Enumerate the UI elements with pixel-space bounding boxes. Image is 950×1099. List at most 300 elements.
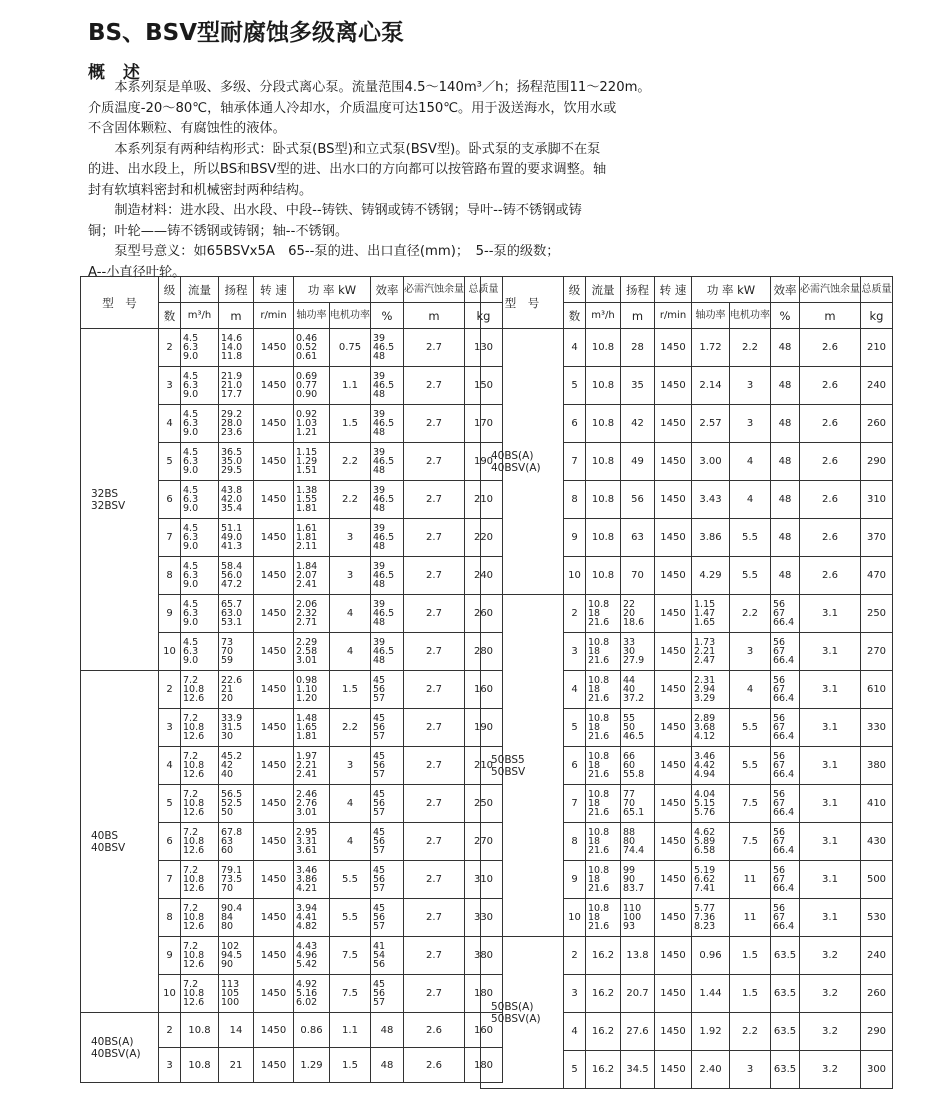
speed-cell: 1450 bbox=[655, 481, 692, 519]
flow-cell: 4.5 6.3 9.0 bbox=[181, 405, 219, 443]
mass-cell: 190 bbox=[465, 443, 503, 481]
stage-cell: 10 bbox=[159, 633, 181, 671]
head-cell: 28 bbox=[621, 329, 655, 367]
header-mass-unit: kg bbox=[465, 303, 503, 329]
intro-line: A--小直径叶轮。 bbox=[88, 264, 186, 280]
shaft-power-cell: 1.48 1.65 1.81 bbox=[294, 709, 330, 747]
stage-cell: 8 bbox=[159, 899, 181, 937]
table-row bbox=[81, 671, 503, 709]
header-mass: 总质量 bbox=[465, 277, 503, 303]
speed-cell: 1450 bbox=[655, 899, 692, 937]
stage-cell: 5 bbox=[564, 1051, 586, 1089]
speed-cell: 1450 bbox=[655, 367, 692, 405]
eff-cell: 45 56 57 bbox=[371, 975, 404, 1013]
intro-line: 本系列泵有两种结构形式：卧式泵(BS型)和立式泵(BSV型)。卧式泵的支承脚不在泵 bbox=[88, 141, 601, 157]
flow-cell: 10.8 bbox=[586, 519, 621, 557]
intro-line: 本系列泵是单吸、多级、分段式离心泵。流量范围4.5～140m³／h；扬程范围11～220m。 bbox=[88, 80, 651, 95]
motor-power-cell: 5.5 bbox=[730, 519, 771, 557]
mass-cell: 290 bbox=[861, 1013, 893, 1051]
head-cell: 36.5 35.0 29.5 bbox=[219, 443, 254, 481]
npsh-cell: 3.1 bbox=[800, 633, 861, 671]
header-mass: 总质量 bbox=[861, 277, 893, 303]
flow-cell: 10.8 18 21.6 bbox=[586, 709, 621, 747]
intro-line: 介质温度-20～80℃，轴承体通人冷却水，介质温度可达150℃。用于汲送海水，饮用水或 bbox=[88, 100, 617, 116]
mass-cell: 260 bbox=[465, 595, 503, 633]
speed-cell: 1450 bbox=[254, 519, 294, 557]
head-cell: 113 105 100 bbox=[219, 975, 254, 1013]
head-cell: 88 80 74.4 bbox=[621, 823, 655, 861]
stage-cell: 5 bbox=[564, 709, 586, 747]
stage-cell: 8 bbox=[564, 481, 586, 519]
table-row bbox=[81, 1013, 503, 1048]
eff-cell: 39 46.5 48 bbox=[371, 443, 404, 481]
head-cell: 43.8 42.0 35.4 bbox=[219, 481, 254, 519]
header-head-unit: m bbox=[219, 303, 254, 329]
eff-cell: 39 46.5 48 bbox=[371, 519, 404, 557]
speed-cell: 1450 bbox=[254, 709, 294, 747]
intro-line: 的进、出水段上，所以BS和BSV型的进、出水口的方向都可以按管路布置的要求调整。轴 bbox=[88, 162, 607, 177]
motor-power-cell: 4 bbox=[330, 595, 371, 633]
flow-cell: 4.5 6.3 9.0 bbox=[181, 481, 219, 519]
stage-cell: 8 bbox=[564, 823, 586, 861]
header-speed: 转 速 bbox=[655, 277, 692, 303]
mass-cell: 240 bbox=[861, 367, 893, 405]
spec-table-right bbox=[480, 276, 893, 1089]
stage-cell: 6 bbox=[159, 823, 181, 861]
speed-cell: 1450 bbox=[254, 861, 294, 899]
npsh-cell: 2.6 bbox=[800, 443, 861, 481]
npsh-cell: 2.7 bbox=[404, 671, 465, 709]
mass-cell: 180 bbox=[465, 1048, 503, 1083]
speed-cell: 1450 bbox=[655, 633, 692, 671]
eff-cell: 63.5 bbox=[771, 937, 800, 975]
motor-power-cell: 3 bbox=[330, 747, 371, 785]
header-npsh: 必需汽蚀余量 bbox=[800, 277, 861, 303]
motor-power-cell: 4 bbox=[330, 823, 371, 861]
flow-cell: 4.5 6.3 9.0 bbox=[181, 367, 219, 405]
stage-cell: 2 bbox=[159, 329, 181, 367]
flow-cell: 7.2 10.8 12.6 bbox=[181, 747, 219, 785]
speed-cell: 1450 bbox=[254, 595, 294, 633]
stage-cell: 6 bbox=[564, 405, 586, 443]
model-cell: 40BS(A) 40BSV(A) bbox=[81, 1013, 159, 1083]
npsh-cell: 3.1 bbox=[800, 747, 861, 785]
motor-power-cell: 1.5 bbox=[330, 405, 371, 443]
mass-cell: 430 bbox=[861, 823, 893, 861]
stage-cell: 3 bbox=[159, 1048, 181, 1083]
shaft-power-cell: 1.38 1.55 1.81 bbox=[294, 481, 330, 519]
header-speed: 转 速 bbox=[254, 277, 294, 303]
section-heading: 概 述 bbox=[88, 63, 146, 83]
mass-cell: 130 bbox=[465, 329, 503, 367]
intro-line: 铜；叶轮——铸不锈钢或铸钢；轴--不锈钢。 bbox=[88, 223, 349, 239]
header-shaft-power: 轴功率 bbox=[294, 303, 330, 329]
speed-cell: 1450 bbox=[254, 367, 294, 405]
motor-power-cell: 4 bbox=[330, 633, 371, 671]
stage-cell: 9 bbox=[564, 861, 586, 899]
eff-cell: 48 bbox=[771, 329, 800, 367]
eff-cell: 48 bbox=[771, 519, 800, 557]
npsh-cell: 2.7 bbox=[404, 557, 465, 595]
motor-power-cell: 1.5 bbox=[330, 671, 371, 709]
model-cell: 40BS 40BSV bbox=[81, 671, 159, 1013]
flow-cell: 10.8 bbox=[181, 1048, 219, 1083]
eff-cell: 48 bbox=[771, 367, 800, 405]
motor-power-cell: 7.5 bbox=[330, 975, 371, 1013]
flow-cell: 10.8 18 21.6 bbox=[586, 671, 621, 709]
motor-power-cell: 1.5 bbox=[730, 975, 771, 1013]
shaft-power-cell: 1.92 bbox=[692, 1013, 730, 1051]
npsh-cell: 3.1 bbox=[800, 595, 861, 633]
head-cell: 73 70 59 bbox=[219, 633, 254, 671]
speed-cell: 1450 bbox=[254, 481, 294, 519]
shaft-power-cell: 1.84 2.07 2.41 bbox=[294, 557, 330, 595]
head-cell: 51.1 49.0 41.3 bbox=[219, 519, 254, 557]
flow-cell: 4.5 6.3 9.0 bbox=[181, 595, 219, 633]
npsh-cell: 2.7 bbox=[404, 823, 465, 861]
eff-cell: 48 bbox=[771, 481, 800, 519]
stage-cell: 7 bbox=[159, 861, 181, 899]
header-model: 型 号 bbox=[81, 277, 159, 329]
header-stages: 级 bbox=[159, 277, 181, 303]
stage-cell: 4 bbox=[564, 1013, 586, 1051]
speed-cell: 1450 bbox=[655, 937, 692, 975]
motor-power-cell: 4 bbox=[730, 671, 771, 709]
head-cell: 20.7 bbox=[621, 975, 655, 1013]
flow-cell: 10.8 18 21.6 bbox=[586, 595, 621, 633]
flow-cell: 7.2 10.8 12.6 bbox=[181, 709, 219, 747]
speed-cell: 1450 bbox=[655, 1051, 692, 1089]
eff-cell: 39 46.5 48 bbox=[371, 633, 404, 671]
mass-cell: 370 bbox=[861, 519, 893, 557]
npsh-cell: 2.6 bbox=[800, 405, 861, 443]
shaft-power-cell: 2.31 2.94 3.29 bbox=[692, 671, 730, 709]
flow-cell: 10.8 bbox=[586, 443, 621, 481]
header-row bbox=[81, 277, 503, 303]
shaft-power-cell: 5.77 7.36 8.23 bbox=[692, 899, 730, 937]
stage-cell: 4 bbox=[564, 671, 586, 709]
stage-cell: 4 bbox=[564, 329, 586, 367]
flow-cell: 7.2 10.8 12.6 bbox=[181, 975, 219, 1013]
head-cell: 42 bbox=[621, 405, 655, 443]
stage-cell: 2 bbox=[564, 595, 586, 633]
shaft-power-cell: 2.40 bbox=[692, 1051, 730, 1089]
mass-cell: 610 bbox=[861, 671, 893, 709]
table-row bbox=[481, 937, 893, 975]
speed-cell: 1450 bbox=[655, 861, 692, 899]
header-mass-unit: kg bbox=[861, 303, 893, 329]
motor-power-cell: 3 bbox=[330, 519, 371, 557]
head-cell: 63 bbox=[621, 519, 655, 557]
speed-cell: 1450 bbox=[655, 519, 692, 557]
speed-cell: 1450 bbox=[254, 1048, 294, 1083]
head-cell: 13.8 bbox=[621, 937, 655, 975]
speed-cell: 1450 bbox=[655, 709, 692, 747]
motor-power-cell: 1.1 bbox=[330, 367, 371, 405]
flow-cell: 4.5 6.3 9.0 bbox=[181, 557, 219, 595]
eff-cell: 45 56 57 bbox=[371, 709, 404, 747]
header-motor-power: 电机功率 bbox=[730, 303, 771, 329]
mass-cell: 210 bbox=[465, 747, 503, 785]
motor-power-cell: 7.5 bbox=[730, 823, 771, 861]
flow-cell: 10.8 bbox=[181, 1013, 219, 1048]
npsh-cell: 2.6 bbox=[800, 519, 861, 557]
head-cell: 33.9 31.5 30 bbox=[219, 709, 254, 747]
stage-cell: 6 bbox=[159, 481, 181, 519]
motor-power-cell: 5.5 bbox=[730, 709, 771, 747]
flow-cell: 16.2 bbox=[586, 975, 621, 1013]
mass-cell: 180 bbox=[465, 975, 503, 1013]
head-cell: 22 20 18.6 bbox=[621, 595, 655, 633]
head-cell: 77 70 65.1 bbox=[621, 785, 655, 823]
head-cell: 90.4 84 80 bbox=[219, 899, 254, 937]
shaft-power-cell: 4.43 4.96 5.42 bbox=[294, 937, 330, 975]
header-motor-power: 电机功率 bbox=[330, 303, 371, 329]
mass-cell: 220 bbox=[465, 519, 503, 557]
eff-cell: 63.5 bbox=[771, 1013, 800, 1051]
npsh-cell: 2.7 bbox=[404, 937, 465, 975]
speed-cell: 1450 bbox=[254, 405, 294, 443]
npsh-cell: 2.7 bbox=[404, 899, 465, 937]
eff-cell: 63.5 bbox=[771, 1051, 800, 1089]
motor-power-cell: 4 bbox=[730, 443, 771, 481]
mass-cell: 380 bbox=[861, 747, 893, 785]
header-flow: 流量 bbox=[586, 277, 621, 303]
speed-cell: 1450 bbox=[254, 557, 294, 595]
flow-cell: 7.2 10.8 12.6 bbox=[181, 671, 219, 709]
stage-cell: 5 bbox=[564, 367, 586, 405]
npsh-cell: 2.7 bbox=[404, 595, 465, 633]
shaft-power-cell: 0.69 0.77 0.90 bbox=[294, 367, 330, 405]
intro-line: 封有软填料密封和机械密封两种结构。 bbox=[88, 182, 313, 198]
eff-cell: 39 46.5 48 bbox=[371, 595, 404, 633]
speed-cell: 1450 bbox=[655, 747, 692, 785]
npsh-cell: 2.7 bbox=[404, 519, 465, 557]
eff-cell: 45 56 57 bbox=[371, 823, 404, 861]
motor-power-cell: 5.5 bbox=[730, 557, 771, 595]
mass-cell: 300 bbox=[861, 1051, 893, 1089]
npsh-cell: 2.7 bbox=[404, 747, 465, 785]
stage-cell: 7 bbox=[159, 519, 181, 557]
npsh-cell: 2.7 bbox=[404, 481, 465, 519]
mass-cell: 250 bbox=[465, 785, 503, 823]
head-cell: 56.5 52.5 50 bbox=[219, 785, 254, 823]
flow-cell: 16.2 bbox=[586, 1013, 621, 1051]
mass-cell: 280 bbox=[465, 633, 503, 671]
stage-cell: 10 bbox=[159, 975, 181, 1013]
mass-cell: 160 bbox=[465, 1013, 503, 1048]
stage-cell: 7 bbox=[564, 443, 586, 481]
mass-cell: 330 bbox=[465, 899, 503, 937]
shaft-power-cell: 4.04 5.15 5.76 bbox=[692, 785, 730, 823]
head-cell: 99 90 83.7 bbox=[621, 861, 655, 899]
head-cell: 67.8 63 60 bbox=[219, 823, 254, 861]
motor-power-cell: 7.5 bbox=[730, 785, 771, 823]
speed-cell: 1450 bbox=[655, 595, 692, 633]
eff-cell: 63.5 bbox=[771, 975, 800, 1013]
motor-power-cell: 7.5 bbox=[330, 937, 371, 975]
header-power: 功 率 kW bbox=[294, 277, 371, 303]
header-flow-unit: m³/h bbox=[586, 303, 621, 329]
stage-cell: 9 bbox=[159, 937, 181, 975]
table-row bbox=[81, 329, 503, 367]
flow-cell: 10.8 bbox=[586, 557, 621, 595]
eff-cell: 56 67 66.4 bbox=[771, 823, 800, 861]
flow-cell: 7.2 10.8 12.6 bbox=[181, 861, 219, 899]
shaft-power-cell: 0.96 bbox=[692, 937, 730, 975]
stage-cell: 3 bbox=[159, 709, 181, 747]
mass-cell: 500 bbox=[861, 861, 893, 899]
mass-cell: 270 bbox=[861, 633, 893, 671]
head-cell: 55 50 46.5 bbox=[621, 709, 655, 747]
speed-cell: 1450 bbox=[254, 633, 294, 671]
stage-cell: 3 bbox=[159, 367, 181, 405]
stage-cell: 10 bbox=[564, 899, 586, 937]
stage-cell: 4 bbox=[159, 405, 181, 443]
mass-cell: 470 bbox=[861, 557, 893, 595]
header-shaft-power: 轴功率 bbox=[692, 303, 730, 329]
npsh-cell: 2.7 bbox=[404, 785, 465, 823]
shaft-power-cell: 1.15 1.47 1.65 bbox=[692, 595, 730, 633]
speed-cell: 1450 bbox=[655, 785, 692, 823]
stage-cell: 8 bbox=[159, 557, 181, 595]
npsh-cell: 3.2 bbox=[800, 1013, 861, 1051]
npsh-cell: 3.1 bbox=[800, 785, 861, 823]
flow-cell: 10.8 18 21.6 bbox=[586, 747, 621, 785]
speed-cell: 1450 bbox=[655, 329, 692, 367]
motor-power-cell: 3 bbox=[730, 405, 771, 443]
head-cell: 14 bbox=[219, 1013, 254, 1048]
shaft-power-cell: 3.86 bbox=[692, 519, 730, 557]
mass-cell: 290 bbox=[861, 443, 893, 481]
motor-power-cell: 11 bbox=[730, 861, 771, 899]
eff-cell: 45 56 57 bbox=[371, 861, 404, 899]
mass-cell: 150 bbox=[465, 367, 503, 405]
npsh-cell: 2.6 bbox=[800, 557, 861, 595]
mass-cell: 310 bbox=[861, 481, 893, 519]
motor-power-cell: 2.2 bbox=[330, 709, 371, 747]
stage-cell: 5 bbox=[159, 443, 181, 481]
shaft-power-cell: 2.57 bbox=[692, 405, 730, 443]
header-speed-unit: r/min bbox=[655, 303, 692, 329]
eff-cell: 45 56 57 bbox=[371, 671, 404, 709]
stage-cell: 3 bbox=[564, 633, 586, 671]
speed-cell: 1450 bbox=[254, 937, 294, 975]
eff-cell: 45 56 57 bbox=[371, 899, 404, 937]
head-cell: 70 bbox=[621, 557, 655, 595]
stage-cell: 2 bbox=[159, 1013, 181, 1048]
shaft-power-cell: 3.46 3.86 4.21 bbox=[294, 861, 330, 899]
eff-cell: 48 bbox=[371, 1048, 404, 1083]
stage-cell: 9 bbox=[564, 519, 586, 557]
flow-cell: 4.5 6.3 9.0 bbox=[181, 443, 219, 481]
head-cell: 35 bbox=[621, 367, 655, 405]
npsh-cell: 2.6 bbox=[404, 1048, 465, 1083]
flow-cell: 4.5 6.3 9.0 bbox=[181, 329, 219, 367]
stage-cell: 10 bbox=[564, 557, 586, 595]
npsh-cell: 3.2 bbox=[800, 975, 861, 1013]
motor-power-cell: 3 bbox=[330, 557, 371, 595]
header-head: 扬程 bbox=[219, 277, 254, 303]
eff-cell: 56 67 66.4 bbox=[771, 747, 800, 785]
header-eff: 效率 bbox=[371, 277, 404, 303]
flow-cell: 10.8 bbox=[586, 329, 621, 367]
npsh-cell: 3.1 bbox=[800, 671, 861, 709]
eff-cell: 56 67 66.4 bbox=[771, 595, 800, 633]
speed-cell: 1450 bbox=[655, 405, 692, 443]
mass-cell: 250 bbox=[861, 595, 893, 633]
motor-power-cell: 5.5 bbox=[330, 899, 371, 937]
head-cell: 56 bbox=[621, 481, 655, 519]
head-cell: 29.2 28.0 23.6 bbox=[219, 405, 254, 443]
flow-cell: 10.8 18 21.6 bbox=[586, 633, 621, 671]
npsh-cell: 2.6 bbox=[800, 367, 861, 405]
flow-cell: 7.2 10.8 12.6 bbox=[181, 899, 219, 937]
head-cell: 34.5 bbox=[621, 1051, 655, 1089]
npsh-cell: 2.7 bbox=[404, 861, 465, 899]
motor-power-cell: 1.5 bbox=[730, 937, 771, 975]
shaft-power-cell: 2.06 2.32 2.71 bbox=[294, 595, 330, 633]
mass-cell: 210 bbox=[861, 329, 893, 367]
header-speed-unit: r/min bbox=[254, 303, 294, 329]
header-flow-unit: m³/h bbox=[181, 303, 219, 329]
npsh-cell: 3.2 bbox=[800, 1051, 861, 1089]
eff-cell: 39 46.5 48 bbox=[371, 367, 404, 405]
head-cell: 22.6 21 20 bbox=[219, 671, 254, 709]
stage-cell: 4 bbox=[159, 747, 181, 785]
head-cell: 45.2 42 40 bbox=[219, 747, 254, 785]
eff-cell: 39 46.5 48 bbox=[371, 405, 404, 443]
stage-cell: 2 bbox=[564, 937, 586, 975]
eff-cell: 56 67 66.4 bbox=[771, 861, 800, 899]
eff-cell: 45 56 57 bbox=[371, 747, 404, 785]
intro-line: 制造材料：进水段、出水段、中段--铸铁、铸钢或铸不锈钢；导叶--铸不锈钢或铸 bbox=[88, 203, 582, 218]
shaft-power-cell: 4.92 5.16 6.02 bbox=[294, 975, 330, 1013]
mass-cell: 310 bbox=[465, 861, 503, 899]
eff-cell: 48 bbox=[371, 1013, 404, 1048]
motor-power-cell: 2.2 bbox=[330, 443, 371, 481]
shaft-power-cell: 0.86 bbox=[294, 1013, 330, 1048]
eff-cell: 39 46.5 48 bbox=[371, 481, 404, 519]
flow-cell: 10.8 18 21.6 bbox=[586, 785, 621, 823]
mass-cell: 260 bbox=[861, 975, 893, 1013]
mass-cell: 260 bbox=[861, 405, 893, 443]
motor-power-cell: 3 bbox=[730, 1051, 771, 1089]
head-cell: 65.7 63.0 53.1 bbox=[219, 595, 254, 633]
speed-cell: 1450 bbox=[655, 823, 692, 861]
motor-power-cell: 5.5 bbox=[330, 861, 371, 899]
shaft-power-cell: 2.89 3.68 4.12 bbox=[692, 709, 730, 747]
npsh-cell: 3.1 bbox=[800, 899, 861, 937]
eff-cell: 56 67 66.4 bbox=[771, 785, 800, 823]
eff-cell: 56 67 66.4 bbox=[771, 899, 800, 937]
shaft-power-cell: 2.14 bbox=[692, 367, 730, 405]
npsh-cell: 2.7 bbox=[404, 443, 465, 481]
head-cell: 44 40 37.2 bbox=[621, 671, 655, 709]
npsh-cell: 2.7 bbox=[404, 367, 465, 405]
flow-cell: 10.8 bbox=[586, 405, 621, 443]
flow-cell: 16.2 bbox=[586, 937, 621, 975]
model-cell: 40BS(A) 40BSV(A) bbox=[481, 329, 564, 595]
intro-line: 不含固体颗粒、有腐蚀性的液体。 bbox=[88, 121, 286, 136]
shaft-power-cell: 1.15 1.29 1.51 bbox=[294, 443, 330, 481]
header-head: 扬程 bbox=[621, 277, 655, 303]
stage-cell: 3 bbox=[564, 975, 586, 1013]
npsh-cell: 3.2 bbox=[800, 937, 861, 975]
npsh-cell: 2.6 bbox=[404, 1013, 465, 1048]
motor-power-cell: 0.75 bbox=[330, 329, 371, 367]
speed-cell: 1450 bbox=[655, 975, 692, 1013]
